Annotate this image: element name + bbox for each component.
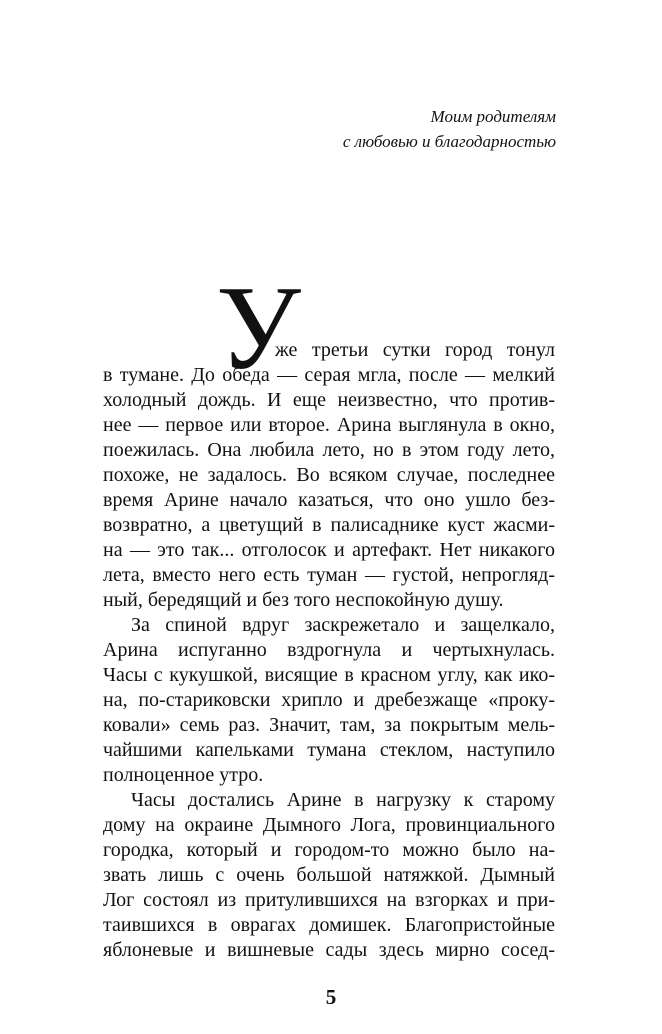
text-line: похоже, не задалось. Во всяком случае, последнее [103, 464, 555, 486]
text-line: же третьи сутки город тонул [275, 339, 555, 361]
text-line: чайшими капельками тумана стеклом, наступило [103, 739, 555, 761]
page-number: 5 [325, 985, 337, 1009]
text-line: поежилась. Она любила лето, но в этом году лето, [103, 439, 555, 461]
dedication [343, 104, 556, 154]
text-line: нее — первое или второе. Арина выглянула в окно, [103, 414, 555, 436]
drop-cap-letter: У [216, 261, 301, 394]
text-line: таившихся в оврагах домишек. Благопристойные [103, 914, 555, 936]
text-line: Арина испуганно вздрогнула и чертыхнулась. [103, 639, 555, 661]
text-line: на, по-стариковски хрипло и дребезжаще «проку- [103, 689, 555, 711]
text-line: возвратно, а цветущий в палисаднике куст жасми- [103, 514, 555, 536]
text-line: полноценное утро. [103, 764, 264, 786]
text-line: время Арине начало казаться, что оно ушло без- [103, 489, 555, 511]
text-line: ковали» семь раз. Значит, там, за покрытым мель- [103, 714, 555, 736]
dedication-line: Моим родителям [430, 107, 556, 126]
text-line: Лог состоял из притулившихся на взгорках и при- [103, 889, 555, 911]
text-line: За спиной вдруг заскрежетало и защелкало, [131, 614, 555, 636]
text-line: Часы достались Арине в нагрузку к старому [131, 789, 555, 811]
dedication-line: с любовью и благодарностью [342, 132, 556, 151]
text-line: холодный дождь. И еще неизвестно, что против- [103, 389, 555, 411]
text-line: городка, который и городом-то можно было на- [103, 839, 555, 861]
text-line: ный, бередящий и без того неспокойную душу. [103, 589, 504, 611]
text-line: на — это так... отголосок и артефакт. Нет никакого [103, 539, 555, 561]
text-line: дому на окраине Дымного Лога, провинциального [103, 814, 555, 836]
text-line: звать лишь с очень большой натяжкой. Дымный [103, 864, 555, 886]
text-line: Часы с кукушкой, висящие в красном углу, как ико- [103, 664, 555, 686]
text-line: яблоневые и вишневые сады здесь мирно сосед- [103, 939, 555, 961]
text-line: в тумане. До обеда — серая мгла, после — мелкий [103, 364, 555, 386]
text-line: лета, вместо него есть туман — густой, непрогляд- [103, 564, 555, 586]
